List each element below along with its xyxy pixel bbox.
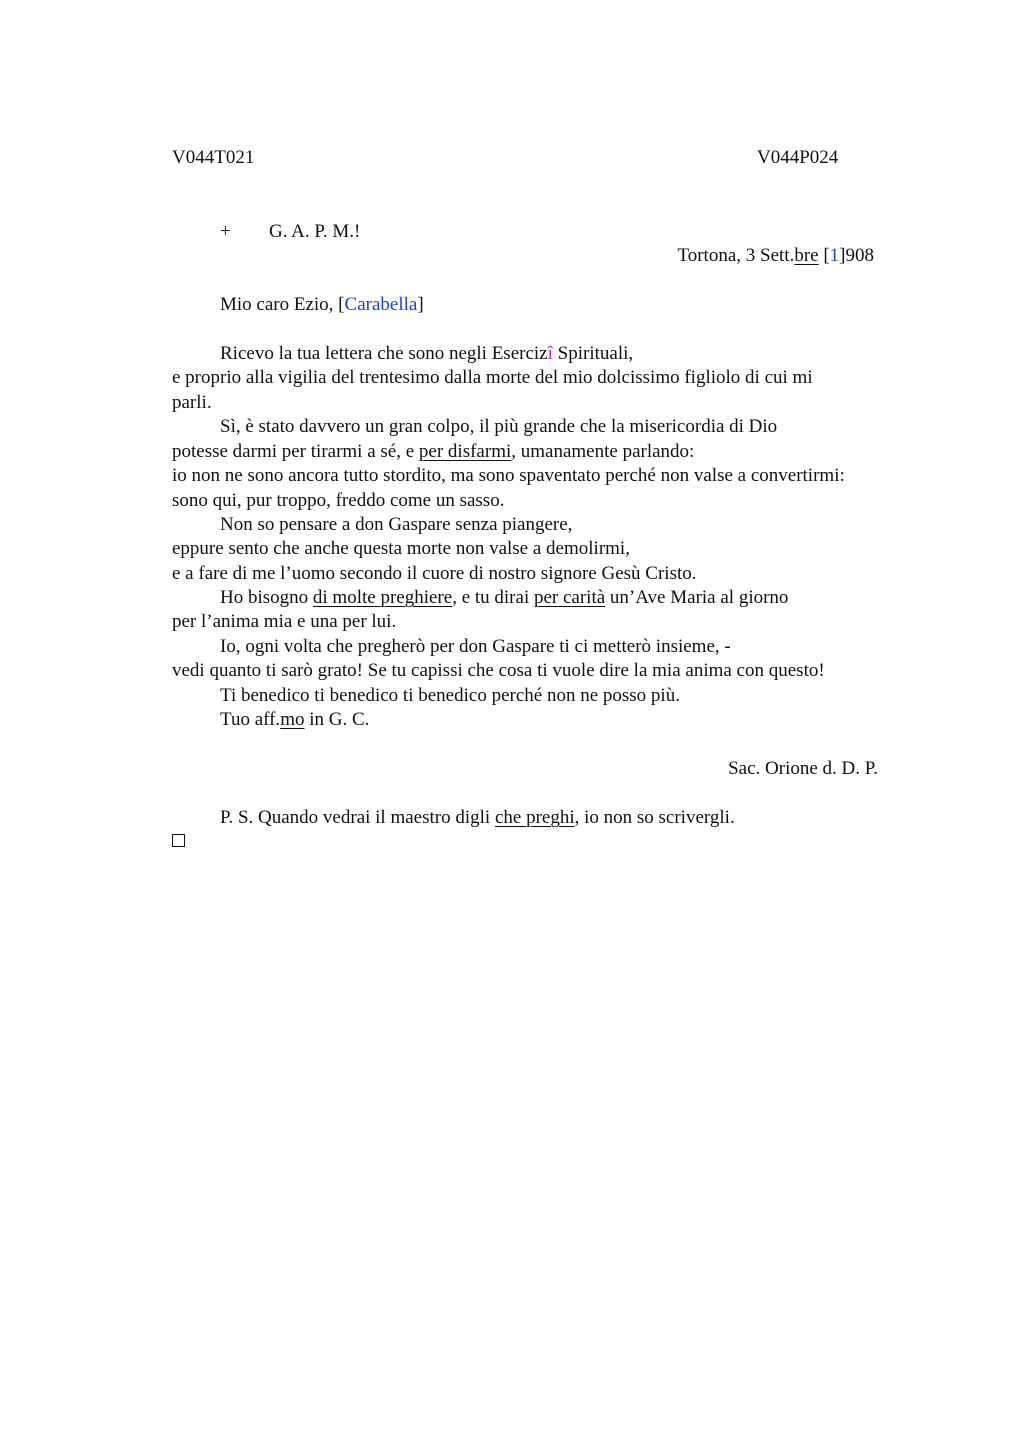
end-box-marker [172,834,185,847]
body-line-13: Io, ogni volta che pregherò per don Gaspare ti ci metterò insieme, - [220,636,731,657]
recipient-surname: Carabella [344,294,418,315]
header-left-code: V044T021 [172,147,255,168]
body-line-10: e a fare di me l’uomo secondo il cuore di nostro signore Gesù Cristo. [172,563,697,584]
signature: Sac. Orione d. D. P. [728,758,878,779]
body-line-1: Ricevo la tua lettera che sono negli Esercizî Spirituali, [220,343,634,364]
body-line-8: Non so pensare a don Gaspare senza piangere, [220,514,573,535]
letter-date: Tortona, 3 Sett.bre [1]908 [677,245,874,266]
body-line-4: Sì, è stato davvero un gran colpo, il più grande che la misericordia di Dio [220,416,778,437]
body-line-7: sono qui, pur troppo, freddo come un sasso. [172,490,505,511]
body-line-14: vedi quanto ti sarò grato! Se tu capissi che cosa ti vuole dire la mia anima con questo! [172,660,825,681]
body-line-2: e proprio alla vigilia del trentesimo dalla morte del mio dolcissimo figliolo di cui mi [172,367,813,388]
cross-mark: + [220,221,231,242]
body-line-3: parli. [172,392,212,413]
motto: G. A. P. M.! [269,221,361,242]
body-line-11: Ho bisogno di molte preghiere, e tu dirai per carità un’Ave Maria al giorno [220,587,789,608]
body-line-5: potesse darmi per tirarmi a sé, e per disfarmi, umanamente parlando: [172,441,695,462]
body-line-6: io non ne sono ancora tutto stordito, ma sono spaventato perché non valse a convertirmi: [172,465,845,486]
postscript: P. S. Quando vedrai il maestro digli che preghi, io non so scrivergli. [220,807,735,828]
body-line-9: eppure sento che anche questa morte non valse a demolirmi, [172,538,630,559]
body-line-15: Ti benedico ti benedico ti benedico perché non ne posso più. [220,685,680,706]
header-right-code: V044P024 [757,147,839,168]
body-line-12: per l’anima mia e una per lui. [172,611,397,632]
salutation: Mio caro Ezio, [Carabella] [220,294,424,315]
closing-line: Tuo aff.mo in G. C. [220,709,370,730]
